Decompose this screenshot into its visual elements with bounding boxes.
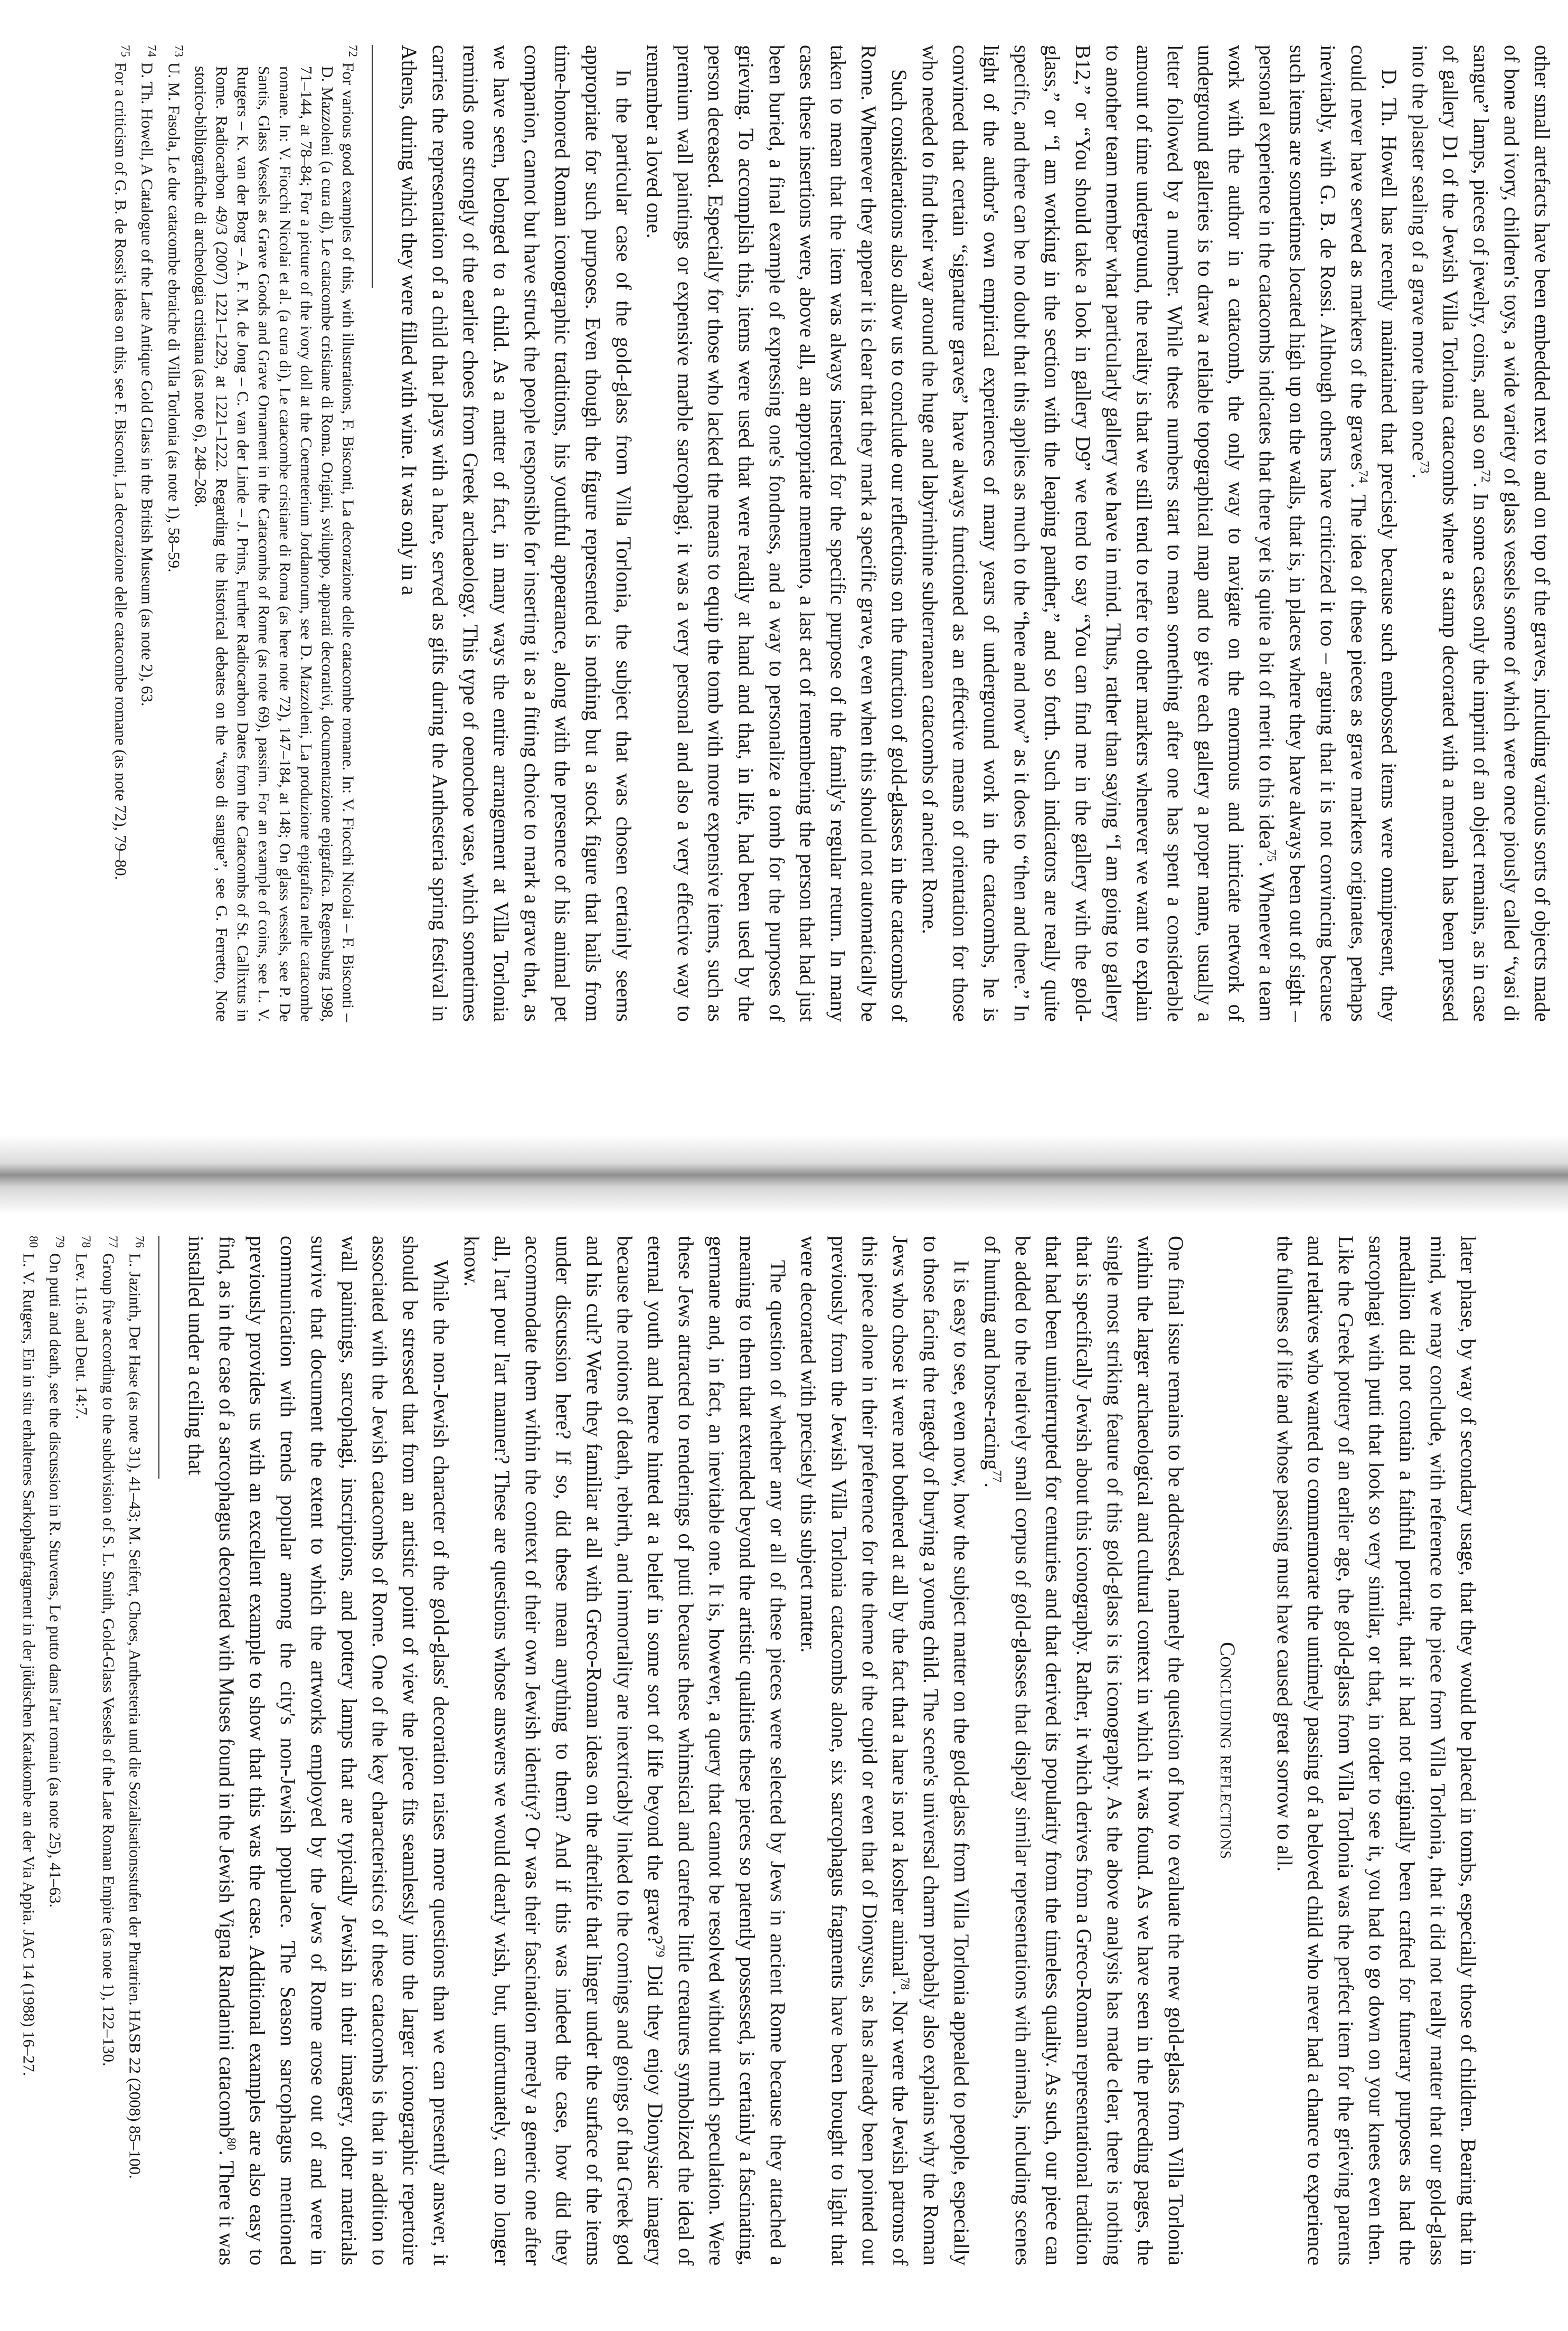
footnote: $^{74}$D. Th. Howell, A Catalogue of the Late Antique Gold Glass in the British Museum (as note 2), 63. <box>138 45 159 707</box>
footnote: $^{75}$For a criticism of G. B. de Rossi's ideas on this, see F. Bisconti, La decorazione delle catacombe romane (as note 72), 79–80. <box>111 45 133 880</box>
footnote: $^{79}$On putti and death, see the discussion in R. Stuveras, Le putto dans l'art romain (as note 25), 41–63. <box>46 1236 67 1908</box>
body-paragraph: later phase, by way of secondary usage, that they would be placed in tombs, especially those of children. Bearing that in mind, we may conclude, with reference to the piece from Villa Torlonia, that it did not really matter that our gold-glass medallion did not contain a faithful portrait, that it had not originally been crafted for funerary purposes as had the sarcophagi with putti that look so very similar, or that, in order to see it, you had to go down on your knees even then. Like the Greek pottery of an earlier age, the gold-glass from Villa Torlonia was the perfect item for the grieving parents and relatives who wanted to commemorate the untimely passing of a beloved child who never had a chance to experience the fullness of life and whose passing must have caused great sorrow to all. <box>1273 1236 1480 2266</box>
footnote: $^{76}$L. Jazinth, Der Hase (as note 31), 41–43; M. Seifert, Choes, Anthesteria und die Sozialisationsstufen der Phratrien. HASB 22 (2008) 85–100. <box>126 1236 146 2179</box>
body-paragraph: other small artefacts have been embedded next to and on top of the graves, including various sorts of objects made of bone and ivory, children's toys, a wide variety of glass vessels some of which were once piously called “vasi di sangue” lamps, pieces of jewelry, coins, and so on$^{72}$. In some cases only the imprint of an object remains, as in case of gallery D1 of the Jewish Villa Torlonia catacombs where a stamp decorated with a menorah has been pressed into the plaster sealing of a grave more than once$^{73}$. <box>1408 45 1554 1022</box>
left-text-column <box>109 45 1557 1022</box>
body-paragraph: The question of whether any or all of these pieces were selected by Jews in ancient Rome because they attached a meaning to them that extended beyond the artistic qualities these pieces so patently possessed, is certainly a fascinating, germane and, in fact, an inevitable one. It is, however, a query that cannot be resolved without much speculation. Were these Jews attracted to renderings of putti because these whimsical and carefree little creatures symbolized the ideal of eternal youth and hence hinted at a belief in some sort of life beyond the grave?$^{79}$ Did they enjoy Dionysiac imagery because the notions of death, rebirth, and immortality are inextricably linked to the comings and goings of that Greek god and his cult? Were they familiar at all with Greco-Roman ideas on the afterlife that linger under the surface of the items under discussion here? If so, did these mean anything to them? And if this was indeed the case, how did they accommodate them within the context of their own Jewish identity? Or was their fascination merely a generic one after all, l'art pour l'art manner? These are questions whose answers we would dearly wish, but, unfortunately, can no longer know. <box>460 1236 790 2266</box>
footnote-ref[interactable]: 72 <box>1478 469 1493 483</box>
footnote: $^{80}$L. V. Rutgers, Ein in situ erhaltenes Sarkophagfragment in der jüdischen Katakombe an der Via Appia. JAC 14 (1988) 16–27. <box>20 1236 40 2076</box>
footnote: $^{72}$For various good examples of this, with illustrations, F. Bisconti, La decorazione delle catacombe romane. In: V. Fiocchi Nicolai – F. Bisconti – D. Mazzoleni (a cura di), Le catacombe cristiane di Roma. Origini, sviluppo, apparati decorativi, documentazione epigrafica. Regensburg 1998, 71–144, at 78–84; For a picture of the ivory doll at the Coemeterium Jordanorum, see D. Mazzoleni, La produzione epigrafica nelle catacombe romane. In: V. Fiocchi Nicolai et al. (a cura di), Le catacombe cristiane di Roma (as here note 72), 147–184, at 148; On glass vessels, see P. De Santis, Glass Vessels as Grave Goods and Grave Ornament in the Catacombs of Rome (as note 69), passim. For an example of coins, see L. V. Rutgers – K. van der Borg – A. F. M. de Jong – C. van der Linde – J. Prins, Further Radiocarbon Dates from the Catacombs of St. Callixtus in Rome. Radiocarbon 49/3 (2007) 1221–1229, at 1221–1222. Regarding the historical debates on the “vaso di sangue”, see G. Ferretto, Note storico-bibliografiche di archeologia cristiana (as note 6), 248–268. <box>191 45 360 1022</box>
footnote-ref[interactable]: 75 <box>1264 849 1278 862</box>
footnote-ref[interactable]: 78 <box>898 1977 912 1990</box>
right-page <box>0 1215 1568 2331</box>
left-footnotes <box>110 45 373 1022</box>
footnote-ref[interactable]: 77 <box>989 1470 1004 1483</box>
body-paragraph: It is easy to see, even now, how the subject matter on the gold-glass from Villa Torlonia appealed to people, especially to those facing the tragedy of burying a young child. The scene's universal charm probably also explains why the Roman Jews who chose it were not bothered at all by the fact that a hare is not a kosher animal$^{78}$. Nor were the Jewish patrons of this piece alone in their preference for the theme of the cupid or even that of Dionysus, as has already been pointed out previously from the Jewish Villa Torlonia catacombs alone, six sarcophagus fragments have been brought to light that were decorated with precisely this subject matter. <box>797 1236 974 2266</box>
footnote-ref[interactable]: 74 <box>1356 470 1370 483</box>
footnote-ref[interactable]: 79 <box>653 1944 667 1958</box>
footnote: $^{77}$Group five according to the subdivision of S. L. Smith, Gold-Glass Vessels of the Late Roman Empire (as note 1), 122–130. <box>99 1236 120 2066</box>
footnote-ref[interactable]: 73 <box>1417 460 1431 474</box>
right-footnotes <box>18 1236 159 2266</box>
body-paragraph: Such considerations also allow us to conclude our reflections on the function of gold-glasses in the catacombs of Rome. Whenever they appear it is clear that they mark a specific grave, even when this should not automatically be taken to mean that the item was always inserted for the specific purpose of the family's regular return. In many cases these insertions were, above all, an appropriate memento, a last act of remembering the person that had just been buried, a final example of expressing one's fondness, and a way to personalize a tomb for the purposes of grieving. To accomplish this, items were used that were readily at hand and that, in life, had been used by the person deceased. Especially for those who lacked the means to equip the tomb with more expensive items, such as premium wall paintings or expensive marble sarcophagi, it was a very personal and also a very effective way to remember a loved one. <box>643 45 911 1022</box>
section-heading: Concluding reflections <box>1216 1642 1240 1859</box>
footnote-ref[interactable]: 80 <box>224 2137 238 2150</box>
body-paragraph: In the particular case of the gold-glass from Villa Torlonia, the subject that was chosen certainly seems appropriate for such purposes. Even though the figure represented is nothing but a stock figure that hails from time-honored Roman iconographic traditions, his youthful appearance, along with the presence of his animal pet companion, cannot but have struck the people responsible for inserting it as a fitting choice to mark a grave that, as we have seen, belonged to a child. As a matter of fact, in many ways the entire arrangement at Villa Torlonia reminds one strongly of the earlier choes from Greek archaeology. This type of oenochoe vase, which sometimes carries the representation of a child that plays with a hare, served as gifts during the Anthesteria spring festival in Athens, during which they were filled with wine. It was only in a <box>398 45 636 1022</box>
left-page <box>0 0 1568 1135</box>
body-paragraph: While the non-Jewish character of the gold-glass' decoration raises more questions than we can presently answer, it should be stressed that from an artistic point of view the piece fits seamlessly into the larger iconographic repertoire associated with the Jewish catacombs of Rome. One of the key characteristics of these catacombs is that in addition to wall paintings, sarcophagi, inscriptions, and pottery lamps that are typically Jewish in their imagery, other materials survive that document the extent to which the artworks employed by the Jews of Rome arose out of and were in communication with trends popular among the city's non-Jewish populace. The Season sarcophagus mentioned previously provides us with an excellent example to show that this was the case. Additional examples are also easy to find, as in the case of a sarcophagus decorated with Muses found in the Jewish Vigna Randanini catacomb$^{80}$. There it was installed under a ceiling that <box>184 1236 453 2266</box>
book-gutter-shadow <box>0 1135 1568 1215</box>
right-text-column <box>17 1236 1484 2266</box>
body-paragraph: D. Th. Howell has recently maintained that precisely because such embossed items were omnipresent, they could never have served as markers of the graves$^{74}$. The idea of these pieces as grave markers originates, perhaps inevitably, with G. B. de Rossi. Although others have criticized it too – arguing that it is not convincing because such items are sometimes located high up on the walls, that is, in places where they have always been out of sight – personal experience in the catacombs indicates that there yet is quite a bit of merit to this idea$^{75}$. Whenever a team work with the author in a catacomb, the only way to navigate on the enormous and intricate network of underground galleries is to draw a reliable topographical map and to give each gallery a proper name, usually a letter followed by a number. While these numbers start to mean something after one has spent a considerable amount of time underground, the reality is that we still tend to refer to other markers whenever we want to explain to another team member what particularly gallery we have in mind. Thus, rather than saying “I am going to gallery B12,” or “You should take a look in gallery D9” we tend to say “You can find me in the gallery with the gold-glass,” or “I am working in the section with the leaping panther,” and so forth. Such indicators are really quite specific, and there can be no doubt that this applies as much to the “here and now” as it does to “then and there.” In light of the author's own empirical experiences of many years of underground work in the catacombs, he is convinced that certain “signature graves” have always functioned as an effective means of orientation for those who needed to find their way around the huge and labyrinthine subterranean catacombs of ancient Rome. <box>918 45 1401 1022</box>
footnote-rule <box>372 45 373 288</box>
footnote: $^{78}$Lev. 11:6 and Deut. 14:7. <box>73 1236 93 1420</box>
body-paragraph: One final issue remains to be addressed, namely the question of how to evaluate the new gold-glass from Villa Torlonia within the larger archaeological and cultural context in which it was found. As we have seen in the preceding pages, the single most striking feature of this gold-glass is its iconography. As the above analysis has made clear, there is nothing that is specifically Jewish about this iconography. Rather, it which derives from a Greco-Roman representational tradition that had been uninterrupted for centuries and that derived its popularity from the timeless quality. As such, our piece can be added to the relatively small corpus of gold-glasses that display similar representations with animals, including scenes of hunting and horse-racing$^{77}$. <box>980 1236 1188 2266</box>
footnote: $^{73}$U. M. Fasola, Le due catacombe ebraiche di Villa Torlonia (as note 1), 58–59. <box>165 45 185 572</box>
footnote-rule <box>158 1236 159 1479</box>
